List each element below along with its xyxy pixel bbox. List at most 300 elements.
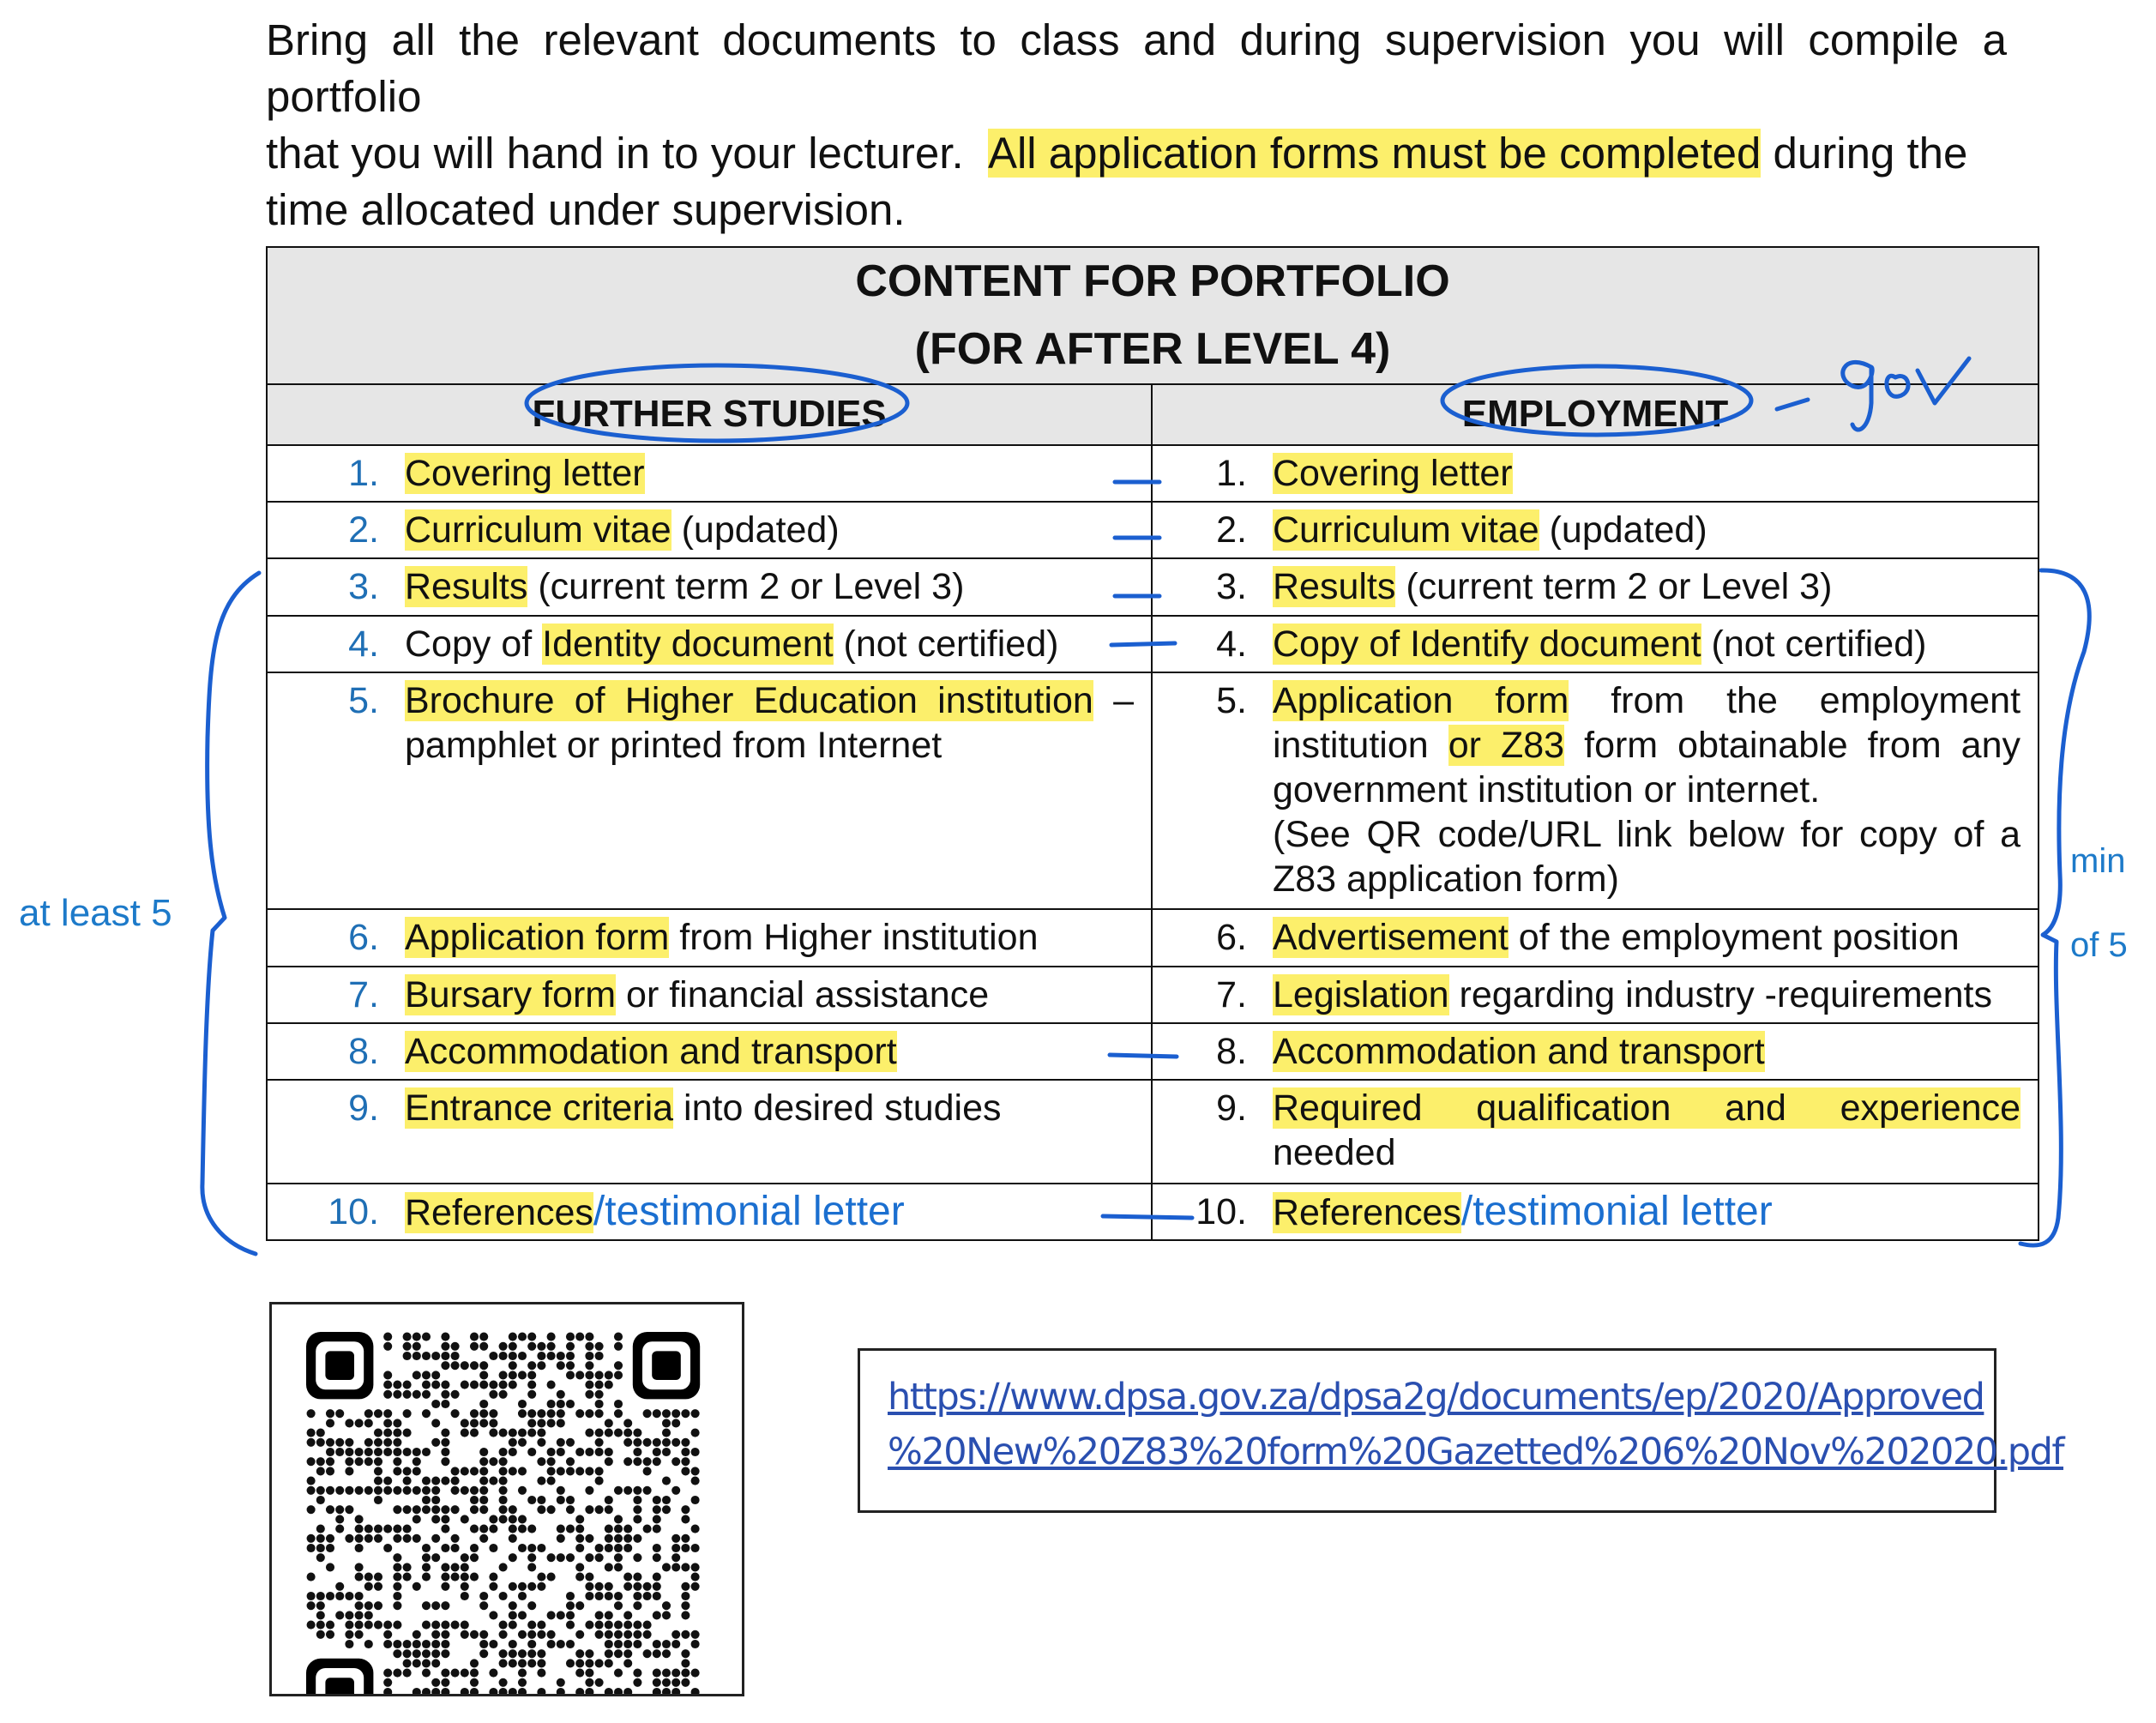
qr-module xyxy=(614,1429,623,1437)
item-number: 1. xyxy=(348,452,379,494)
qr-module xyxy=(451,1544,460,1552)
qr-module xyxy=(527,1553,536,1562)
qr-module xyxy=(671,1438,680,1447)
qr-module xyxy=(479,1505,488,1514)
qr-module xyxy=(681,1467,690,1475)
qr-module xyxy=(691,1409,700,1418)
qr-module xyxy=(316,1525,325,1533)
qr-module xyxy=(479,1333,488,1341)
qr-module xyxy=(527,1563,536,1571)
qr-module xyxy=(566,1525,575,1533)
qr-module xyxy=(518,1333,527,1341)
qr-module xyxy=(345,1438,353,1447)
qr-module xyxy=(566,1601,575,1610)
qr-module xyxy=(662,1419,671,1427)
qr-module xyxy=(470,1505,479,1514)
qr-module xyxy=(575,1573,584,1581)
qr-module xyxy=(671,1544,680,1552)
item-text: (not certified) xyxy=(833,624,1059,666)
qr-module xyxy=(479,1601,488,1610)
qr-module xyxy=(509,1467,517,1475)
qr-module xyxy=(681,1678,690,1687)
qr-module xyxy=(585,1573,593,1581)
qr-module xyxy=(393,1649,401,1658)
qr-module xyxy=(671,1669,680,1678)
qr-module xyxy=(461,1621,469,1630)
qr-module xyxy=(431,1496,440,1504)
qr-module xyxy=(527,1448,536,1456)
qr-module xyxy=(509,1525,517,1533)
qr-module xyxy=(527,1630,536,1639)
qr-module xyxy=(364,1457,373,1466)
qr-module xyxy=(671,1534,680,1543)
qr-module xyxy=(470,1381,479,1389)
qr-module xyxy=(413,1486,421,1495)
qr-module xyxy=(585,1592,593,1600)
annotation-of-5: of 5 xyxy=(2070,926,2128,964)
qr-module xyxy=(681,1582,690,1591)
qr-module xyxy=(585,1467,593,1475)
left-item-1 xyxy=(267,445,1152,502)
left-item-3 xyxy=(267,558,1152,616)
qr-module xyxy=(422,1688,431,1694)
item-note: (See QR code/URL link below for copy of a Z83 application form) xyxy=(1273,814,2021,901)
qr-module xyxy=(662,1688,671,1694)
qr-module xyxy=(355,1601,364,1610)
qr-module xyxy=(489,1640,497,1648)
qr-module xyxy=(364,1582,373,1591)
qr-module xyxy=(653,1611,661,1619)
qr-module xyxy=(383,1371,392,1379)
qr-module xyxy=(364,1419,373,1427)
qr-module xyxy=(374,1409,382,1418)
qr-module xyxy=(335,1448,344,1456)
qr-module xyxy=(393,1390,401,1399)
qr-module xyxy=(499,1505,508,1514)
qr-module xyxy=(518,1486,527,1495)
item-number: 7. xyxy=(348,974,379,1016)
qr-module xyxy=(355,1563,364,1571)
qr-module xyxy=(403,1534,412,1543)
qr-module xyxy=(691,1630,700,1639)
qr-module xyxy=(403,1563,412,1571)
qr-module xyxy=(633,1678,641,1687)
qr-module xyxy=(605,1630,613,1639)
qr-module xyxy=(499,1592,508,1600)
qr-module xyxy=(364,1640,373,1648)
qr-module xyxy=(614,1342,623,1351)
qr-module xyxy=(461,1515,469,1523)
qr-module xyxy=(605,1649,613,1658)
qr-module xyxy=(355,1486,364,1495)
qr-module xyxy=(489,1544,497,1552)
qr-module xyxy=(413,1534,421,1543)
qr-module xyxy=(451,1621,460,1630)
qr-module xyxy=(307,1409,316,1418)
qr-module xyxy=(595,1352,604,1360)
qr-module xyxy=(461,1573,469,1581)
z83-link-line-2[interactable]: %20New%20Z83%20form%20Gazetted%206%20Nov%202020.pdf xyxy=(888,1431,2064,1473)
qr-module xyxy=(509,1505,517,1514)
qr-module xyxy=(326,1409,334,1418)
qr-module xyxy=(307,1601,316,1610)
right-item-8 xyxy=(1152,1023,2039,1080)
qr-module xyxy=(557,1486,565,1495)
qr-module xyxy=(595,1611,604,1619)
qr-module xyxy=(326,1486,334,1495)
qr-module xyxy=(595,1371,604,1379)
qr-module xyxy=(403,1381,412,1389)
qr-module xyxy=(479,1525,488,1533)
qr-module xyxy=(316,1611,325,1619)
qr-module xyxy=(479,1448,488,1456)
qr-module xyxy=(431,1621,440,1630)
qr-module xyxy=(470,1659,479,1667)
qr-module xyxy=(585,1381,593,1389)
qr-module xyxy=(470,1688,479,1694)
qr-module xyxy=(422,1573,431,1581)
qr-module xyxy=(489,1381,497,1389)
qr-module xyxy=(383,1544,392,1552)
qr-module xyxy=(575,1544,584,1552)
qr-module xyxy=(595,1342,604,1351)
qr-module xyxy=(633,1553,641,1562)
qr-module xyxy=(422,1390,431,1399)
qr-module xyxy=(479,1640,488,1648)
qr-module xyxy=(585,1409,593,1418)
url-box xyxy=(858,1348,2064,1513)
qr-module xyxy=(653,1640,661,1648)
qr-module xyxy=(441,1400,449,1408)
qr-module xyxy=(518,1525,527,1533)
qr-module xyxy=(431,1486,440,1495)
right-item-2 xyxy=(1152,502,2039,558)
qr-module xyxy=(595,1409,604,1418)
qr-finder xyxy=(652,1351,681,1380)
qr-module xyxy=(393,1438,401,1447)
qr-module xyxy=(633,1669,641,1678)
qr-module xyxy=(653,1669,661,1678)
qr-module xyxy=(585,1486,593,1495)
left-brace xyxy=(202,573,259,1254)
qr-module xyxy=(595,1553,604,1562)
qr-module xyxy=(575,1371,584,1379)
qr-module xyxy=(307,1505,316,1514)
intro-line-2 xyxy=(266,125,2007,182)
item-number: 6. xyxy=(348,916,379,958)
qr-module xyxy=(470,1630,479,1639)
qr-module xyxy=(441,1505,449,1514)
qr-module xyxy=(403,1573,412,1581)
qr-module xyxy=(307,1477,316,1485)
qr-module xyxy=(585,1553,593,1562)
qr-module xyxy=(470,1429,479,1437)
qr-module xyxy=(393,1467,401,1475)
qr-module xyxy=(527,1544,536,1552)
qr-module xyxy=(413,1659,421,1667)
qr-module xyxy=(605,1534,613,1543)
qr-module xyxy=(614,1601,623,1610)
qr-module xyxy=(575,1688,584,1694)
qr-module xyxy=(566,1333,575,1341)
qr-module xyxy=(403,1352,412,1360)
qr-module xyxy=(595,1582,604,1591)
qr-module xyxy=(662,1409,671,1418)
qr-module xyxy=(451,1563,460,1571)
qr-module xyxy=(383,1342,392,1351)
qr-module xyxy=(374,1457,382,1466)
qr-module xyxy=(422,1496,431,1504)
qr-module xyxy=(355,1621,364,1630)
qr-module xyxy=(470,1419,479,1427)
qr-module xyxy=(585,1678,593,1687)
qr-module xyxy=(633,1534,641,1543)
qr-module xyxy=(623,1457,632,1466)
qr-module xyxy=(518,1515,527,1523)
qr-module xyxy=(671,1678,680,1687)
qr-module xyxy=(509,1342,517,1351)
qr-module xyxy=(403,1333,412,1341)
qr-module xyxy=(633,1592,641,1600)
qr-module xyxy=(662,1496,671,1504)
qr-module xyxy=(527,1582,536,1591)
qr-module xyxy=(403,1640,412,1648)
item-highlight: Curriculum vitae xyxy=(1273,509,1539,551)
qr-module xyxy=(479,1649,488,1658)
qr-module xyxy=(566,1553,575,1562)
qr-module xyxy=(403,1659,412,1667)
qr-module xyxy=(575,1333,584,1341)
qr-module xyxy=(470,1467,479,1475)
qr-module xyxy=(509,1352,517,1360)
qr-module xyxy=(374,1448,382,1456)
qr-module xyxy=(441,1457,449,1466)
qr-module xyxy=(643,1592,652,1600)
qr-module xyxy=(345,1611,353,1619)
qr-module xyxy=(681,1563,690,1571)
qr-module xyxy=(643,1486,652,1495)
qr-module xyxy=(422,1448,431,1456)
qr-module xyxy=(509,1640,517,1648)
qr-module xyxy=(413,1630,421,1639)
right-item-1 xyxy=(1152,445,2039,502)
qr-module xyxy=(393,1621,401,1630)
qr-module xyxy=(422,1381,431,1389)
qr-module xyxy=(316,1601,325,1610)
qr-module xyxy=(461,1582,469,1591)
qr-module xyxy=(566,1611,575,1619)
qr-module xyxy=(335,1592,344,1600)
qr-module xyxy=(403,1409,412,1418)
qr-module xyxy=(547,1333,556,1341)
qr-module xyxy=(527,1419,536,1427)
qr-module xyxy=(633,1448,641,1456)
qr-module xyxy=(557,1438,565,1447)
qr-module xyxy=(566,1352,575,1360)
qr-module xyxy=(422,1477,431,1485)
qr-module xyxy=(307,1429,316,1437)
qr-module xyxy=(662,1505,671,1514)
qr-module xyxy=(393,1553,401,1562)
qr-module xyxy=(441,1333,449,1341)
qr-module xyxy=(681,1592,690,1600)
qr-module xyxy=(499,1352,508,1360)
item-highlight: References xyxy=(405,1191,593,1233)
qr-module xyxy=(403,1429,412,1437)
qr-module xyxy=(671,1688,680,1694)
qr-module xyxy=(662,1477,671,1485)
qr-module xyxy=(537,1477,545,1485)
qr-module xyxy=(633,1621,641,1630)
qr-module xyxy=(479,1457,488,1466)
intro-line-3: time allocated under supervision. xyxy=(266,185,906,234)
qr-module xyxy=(364,1525,373,1533)
qr-module xyxy=(316,1457,325,1466)
item-number: 4. xyxy=(1216,624,1247,666)
qr-module xyxy=(643,1649,652,1658)
qr-module xyxy=(585,1361,593,1370)
qr-module xyxy=(691,1448,700,1456)
qr-module xyxy=(691,1496,700,1504)
qr-module xyxy=(403,1448,412,1456)
qr-module xyxy=(653,1573,661,1581)
qr-module xyxy=(643,1438,652,1447)
qr-module xyxy=(653,1457,661,1466)
qr-module xyxy=(518,1611,527,1619)
qr-module xyxy=(623,1640,632,1648)
qr-module xyxy=(499,1496,508,1504)
qr-module xyxy=(605,1448,613,1456)
qr-module xyxy=(489,1573,497,1581)
qr-module xyxy=(489,1477,497,1485)
qr-module xyxy=(595,1477,604,1485)
qr-module xyxy=(422,1563,431,1571)
qr-module xyxy=(403,1477,412,1485)
qr-module xyxy=(566,1361,575,1370)
qr-module xyxy=(671,1640,680,1648)
qr-module xyxy=(509,1438,517,1447)
qr-module xyxy=(451,1505,460,1514)
right-item-7 xyxy=(1152,967,2039,1023)
qr-module xyxy=(585,1390,593,1399)
qr-module xyxy=(537,1429,545,1437)
qr-module xyxy=(614,1592,623,1600)
qr-module xyxy=(479,1400,488,1408)
qr-module xyxy=(393,1486,401,1495)
qr-module xyxy=(643,1582,652,1591)
qr-module xyxy=(518,1669,527,1678)
qr-module xyxy=(479,1477,488,1485)
qr-module xyxy=(691,1573,700,1581)
qr-module xyxy=(681,1438,690,1447)
qr-module xyxy=(557,1678,565,1687)
item-highlight: Covering letter xyxy=(405,452,645,494)
qr-module xyxy=(623,1525,632,1533)
qr-module xyxy=(355,1525,364,1533)
qr-module xyxy=(537,1342,545,1351)
intro-line-2-end: during the xyxy=(1773,129,1968,178)
qr-module xyxy=(671,1419,680,1427)
qr-module xyxy=(518,1400,527,1408)
qr-module xyxy=(575,1467,584,1475)
qr-module xyxy=(575,1563,584,1571)
qr-module xyxy=(566,1496,575,1504)
qr-module xyxy=(499,1515,508,1523)
qr-module xyxy=(547,1573,556,1581)
qr-module xyxy=(479,1496,488,1504)
qr-module xyxy=(595,1400,604,1408)
qr-module xyxy=(633,1457,641,1466)
qr-module xyxy=(393,1592,401,1600)
qr-module xyxy=(316,1630,325,1639)
qr-module xyxy=(431,1601,440,1610)
qr-module xyxy=(355,1630,364,1639)
qr-module xyxy=(547,1400,556,1408)
item-number: 3. xyxy=(1216,565,1247,607)
item-highlight: Advertisement xyxy=(1273,916,1509,958)
qr-module xyxy=(383,1429,392,1437)
item-number: 6. xyxy=(1216,916,1247,958)
qr-module xyxy=(393,1505,401,1514)
qr-module xyxy=(623,1534,632,1543)
qr-module xyxy=(585,1448,593,1456)
qr-module xyxy=(326,1505,334,1514)
qr-module xyxy=(364,1621,373,1630)
qr-module xyxy=(557,1352,565,1360)
table-title xyxy=(267,247,2039,384)
qr-module xyxy=(451,1477,460,1485)
item-text: (updated) xyxy=(1539,509,1707,551)
qr-module xyxy=(509,1429,517,1437)
qr-module xyxy=(489,1352,497,1360)
qr-module xyxy=(614,1563,623,1571)
qr-module xyxy=(441,1477,449,1485)
qr-module xyxy=(509,1659,517,1667)
qr-module xyxy=(441,1582,449,1591)
qr-module xyxy=(461,1361,469,1370)
qr-module xyxy=(623,1573,632,1581)
qr-module xyxy=(499,1390,508,1399)
qr-module xyxy=(566,1505,575,1514)
qr-module xyxy=(499,1649,508,1658)
item-text: (not certified) xyxy=(1701,624,1927,666)
item-highlight: Entrance criteria xyxy=(405,1087,674,1130)
z83-link-line-1[interactable]: https://www.dpsa.gov.za/dpsa2g/documents/ep/2020/Approved xyxy=(888,1376,1984,1419)
qr-module xyxy=(653,1582,661,1591)
qr-module xyxy=(393,1381,401,1389)
qr-module xyxy=(547,1640,556,1648)
qr-module xyxy=(383,1333,392,1341)
qr-module xyxy=(307,1592,316,1600)
qr-module xyxy=(643,1409,652,1418)
qr-module xyxy=(527,1659,536,1667)
qr-module xyxy=(518,1582,527,1591)
item-highlight: or Z83 xyxy=(1448,725,1565,767)
qr-module xyxy=(614,1621,623,1630)
qr-module xyxy=(470,1573,479,1581)
qr-module xyxy=(557,1390,565,1399)
qr-module xyxy=(614,1409,623,1418)
qr-module xyxy=(355,1419,364,1427)
qr-module xyxy=(489,1429,497,1437)
qr-module xyxy=(335,1611,344,1619)
qr-module xyxy=(413,1352,421,1360)
qr-module xyxy=(479,1361,488,1370)
qr-module xyxy=(557,1688,565,1694)
item-number: 2. xyxy=(1216,509,1247,551)
qr-module xyxy=(489,1611,497,1619)
qr-module xyxy=(499,1477,508,1485)
